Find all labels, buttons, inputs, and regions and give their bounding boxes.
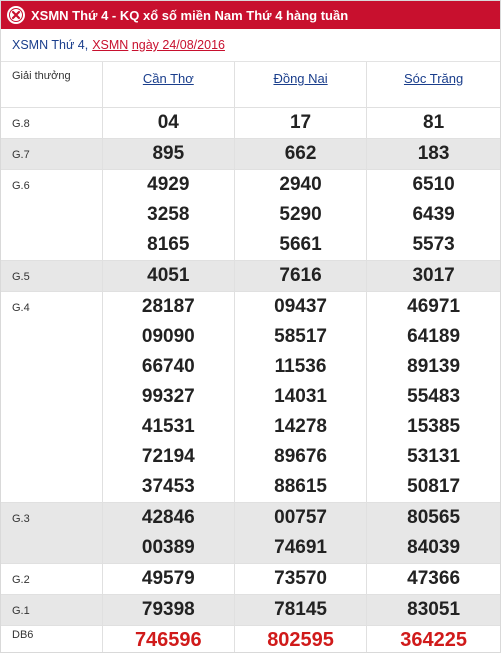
prize-number: 3258 bbox=[147, 203, 190, 225]
prize-label: G.3 bbox=[1, 502, 102, 563]
prize-cell bbox=[367, 625, 500, 653]
prize-number: 5573 bbox=[412, 233, 455, 255]
prize-label: G.7 bbox=[1, 138, 102, 169]
prize-cell bbox=[367, 107, 500, 138]
prize-number: 6510 bbox=[412, 173, 455, 195]
prize-cell bbox=[234, 625, 366, 653]
prize-number: 99327 bbox=[141, 385, 195, 407]
prize-number: 79398 bbox=[141, 598, 195, 620]
prize-number: 09090 bbox=[141, 325, 195, 347]
prize-row-g5 bbox=[1, 260, 500, 291]
prize-number: 8165 bbox=[147, 233, 190, 255]
prize-number: 28187 bbox=[141, 295, 195, 317]
prize-cell bbox=[367, 169, 500, 260]
breadcrumb-prefix: XSMN Thứ 4, bbox=[12, 38, 89, 52]
prize-cell bbox=[234, 260, 366, 291]
breadcrumb bbox=[1, 29, 500, 62]
prize-number: 58517 bbox=[274, 325, 327, 347]
prize-number: 47366 bbox=[407, 567, 461, 589]
special-prize-number: 364225 bbox=[400, 628, 467, 651]
prize-cell bbox=[367, 291, 500, 502]
prize-number: 42846 bbox=[141, 506, 195, 528]
prize-cell bbox=[367, 563, 500, 594]
prize-number: 84039 bbox=[407, 536, 461, 558]
xsmn-link[interactable]: XSMN bbox=[92, 38, 129, 52]
prize-row-g2 bbox=[1, 563, 500, 594]
prize-number: 4051 bbox=[147, 264, 190, 286]
province-link-soc-trang[interactable]: Sóc Trăng bbox=[403, 71, 464, 86]
prize-number: 46971 bbox=[407, 295, 461, 317]
prize-number: 50817 bbox=[407, 475, 461, 497]
prize-label: G.4 bbox=[1, 291, 102, 502]
province-link-dong-nai[interactable]: Đồng Nai bbox=[234, 62, 366, 107]
prize-cell bbox=[234, 138, 366, 169]
prize-number: 53131 bbox=[407, 445, 461, 467]
prize-number: 49579 bbox=[141, 567, 195, 589]
table-header-row bbox=[1, 62, 500, 107]
prize-number: 73570 bbox=[274, 567, 327, 589]
prize-cell bbox=[102, 594, 234, 625]
prize-number: 37453 bbox=[141, 475, 195, 497]
prize-cell bbox=[102, 260, 234, 291]
prize-cell bbox=[367, 594, 500, 625]
prize-cell bbox=[102, 625, 234, 653]
prize-row-g3 bbox=[1, 502, 500, 563]
prize-cell bbox=[102, 291, 234, 502]
prize-number: 5661 bbox=[279, 233, 322, 255]
prize-label: G.8 bbox=[1, 107, 102, 138]
prize-number: 04 bbox=[157, 111, 179, 133]
prize-number: 00389 bbox=[141, 536, 195, 558]
lottery-x-icon bbox=[7, 6, 25, 24]
prize-number: 17 bbox=[289, 111, 312, 133]
prize-row-g8 bbox=[1, 107, 500, 138]
prize-number: 7616 bbox=[279, 264, 322, 286]
panel-title: XSMN Thứ 4 - KQ xổ số miền Nam Thứ 4 hàng tuần bbox=[31, 7, 349, 23]
prize-row-g6 bbox=[1, 169, 500, 260]
prize-cell bbox=[102, 169, 234, 260]
prize-number: 15385 bbox=[407, 415, 461, 437]
prize-number: 41531 bbox=[141, 415, 195, 437]
prize-number: 662 bbox=[284, 142, 317, 164]
prize-label: DB6 bbox=[1, 625, 102, 653]
prize-cell bbox=[367, 138, 500, 169]
prize-number: 80565 bbox=[407, 506, 461, 528]
prize-cell bbox=[102, 502, 234, 563]
prize-number: 14278 bbox=[274, 415, 327, 437]
prize-label: G.6 bbox=[1, 169, 102, 260]
prize-row-g4 bbox=[1, 291, 500, 502]
prize-cell bbox=[234, 291, 366, 502]
prize-number: 55483 bbox=[407, 385, 461, 407]
prize-cell bbox=[234, 594, 366, 625]
prize-row-db6 bbox=[1, 625, 500, 653]
special-prize-number: 746596 bbox=[134, 628, 202, 651]
prize-cell bbox=[234, 169, 366, 260]
prize-number: 00757 bbox=[274, 506, 327, 528]
prize-cell bbox=[102, 107, 234, 138]
prize-cell bbox=[102, 138, 234, 169]
prize-number: 83051 bbox=[407, 598, 461, 620]
panel-header bbox=[1, 1, 500, 29]
prize-number: 09437 bbox=[274, 295, 327, 317]
draw-date-link[interactable]: ngày 24/08/2016 bbox=[131, 38, 225, 52]
prize-number: 5290 bbox=[279, 203, 322, 225]
prize-number: 89676 bbox=[274, 445, 327, 467]
prize-number: 74691 bbox=[274, 536, 327, 558]
prize-row-g1 bbox=[1, 594, 500, 625]
prize-number: 183 bbox=[417, 142, 450, 164]
prize-number: 3017 bbox=[412, 264, 455, 286]
prize-number: 89139 bbox=[407, 355, 461, 377]
prize-row-g7 bbox=[1, 138, 500, 169]
prize-label: G.2 bbox=[1, 563, 102, 594]
prize-number: 66740 bbox=[141, 355, 195, 377]
prize-label: G.1 bbox=[1, 594, 102, 625]
prize-number: 64189 bbox=[407, 325, 461, 347]
province-link-can-tho[interactable]: Cần Thơ bbox=[102, 62, 234, 107]
prize-number: 72194 bbox=[141, 445, 195, 467]
prize-cell bbox=[234, 107, 366, 138]
prize-cell bbox=[234, 563, 366, 594]
prize-label: G.5 bbox=[1, 260, 102, 291]
prize-number: 6439 bbox=[412, 203, 455, 225]
special-prize-number: 802595 bbox=[267, 628, 334, 651]
prize-number: 895 bbox=[152, 142, 185, 164]
prize-number: 11536 bbox=[274, 355, 327, 377]
prize-cell bbox=[367, 502, 500, 563]
prize-cell bbox=[367, 260, 500, 291]
results-table bbox=[1, 62, 500, 653]
prize-number: 2940 bbox=[279, 173, 322, 195]
prize-column-header: Giải thưởng bbox=[1, 62, 102, 107]
prize-number: 78145 bbox=[274, 598, 327, 620]
prize-cell bbox=[102, 563, 234, 594]
prize-number: 88615 bbox=[274, 475, 327, 497]
prize-number: 4929 bbox=[147, 173, 190, 195]
prize-number: 14031 bbox=[274, 385, 327, 407]
prize-number: 81 bbox=[423, 111, 445, 133]
prize-cell bbox=[234, 502, 366, 563]
